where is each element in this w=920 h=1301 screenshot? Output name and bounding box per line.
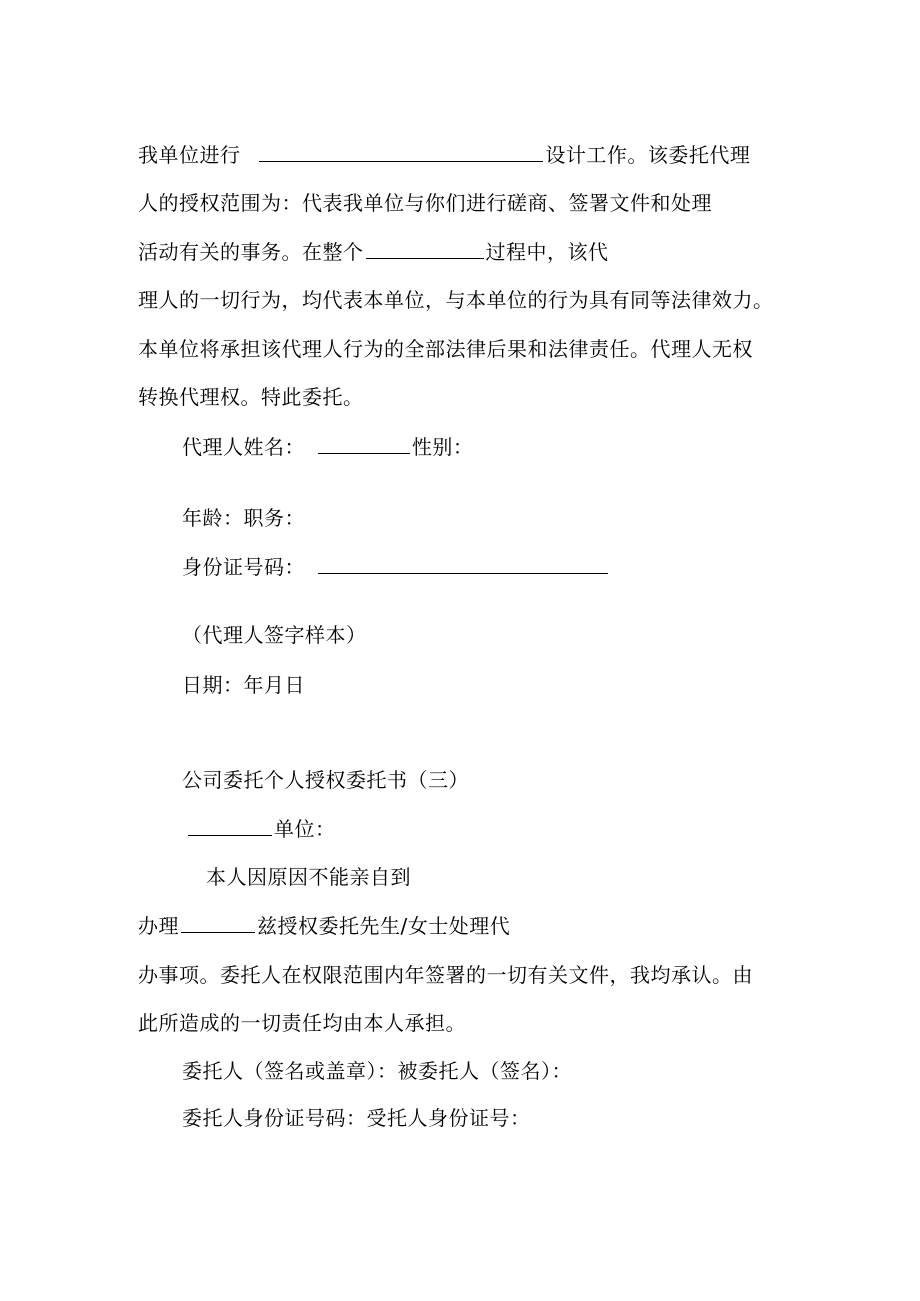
matters-text: 办事项。委托人在权限范围内年签署的一切有关文件，我均承认。由 [138,963,753,987]
signatures-row [182,1058,572,1084]
section3-title [182,767,469,793]
unit-row [188,816,336,842]
handle-text-end: 兹授权委托先生/女士处理代 [257,914,511,938]
signature-sample-label: （代理人签字样本） [182,623,367,647]
process-blank[interactable] [366,240,484,259]
matters-row [138,962,753,988]
agent-age-title-label: 年龄：职务： [182,506,305,530]
design-project-blank[interactable] [259,143,543,162]
section3-title-text: 公司委托个人授权委托书（三） [182,768,469,792]
id-numbers-text: 委托人身份证号码：受托人身份证号： [182,1106,531,1130]
para1-line6 [138,384,364,410]
para1-line6-text: 转换代理权。特此委托。 [138,385,364,409]
para1-line2 [138,190,712,216]
para1-line1 [138,142,750,168]
date-label: 日期：年月日 [182,673,305,697]
para1-line3-end: 过程中，该代 [485,240,609,264]
signature-sample-row [182,622,367,648]
date-row [182,672,305,698]
unit-label: 单位： [274,817,336,841]
para1-line1-start: 我单位进行 [138,143,241,167]
id-numbers-row [182,1105,531,1131]
para1-line3 [138,239,609,265]
agent-age-title-row [182,505,305,531]
handle-row [138,913,510,939]
para1-line5-text: 本单位将承担该代理人行为的全部法律后果和法律责任。代理人无权 [138,337,753,361]
matter-blank[interactable] [181,914,255,933]
para1-line5 [138,336,753,362]
agent-id-label: 身份证号码： [182,555,305,579]
signatures-text: 委托人（签名或盖章）：被委托人（签名）： [182,1059,572,1083]
unit-blank[interactable] [188,817,272,836]
agent-name-row [182,434,473,460]
responsibility-row [138,1010,466,1036]
para1-line2-text: 人的授权范围为：代表我单位与你们进行磋商、签署文件和处理 [138,191,712,215]
para1-line4 [138,287,774,313]
handle-text-start: 办理 [138,914,179,938]
para1-line4-text: 理人的一切行为，均代表本单位，与本单位的行为具有同等法律效力。 [138,288,774,312]
reason-row [206,864,411,890]
agent-name-label: 代理人姓名： [182,435,305,459]
para1-line3-start: 活动有关的事务。在整个 [138,240,364,264]
agent-gender-label: 性别： [411,435,474,459]
para1-line1-end: 设计工作。该委托代理 [545,143,751,167]
responsibility-text: 此所造成的一切责任均由本人承担。 [138,1011,466,1035]
reason-text: 本人因原因不能亲自到 [206,865,411,889]
agent-id-row [182,554,610,580]
agent-name-blank[interactable] [318,435,410,454]
agent-id-blank[interactable] [318,555,608,574]
